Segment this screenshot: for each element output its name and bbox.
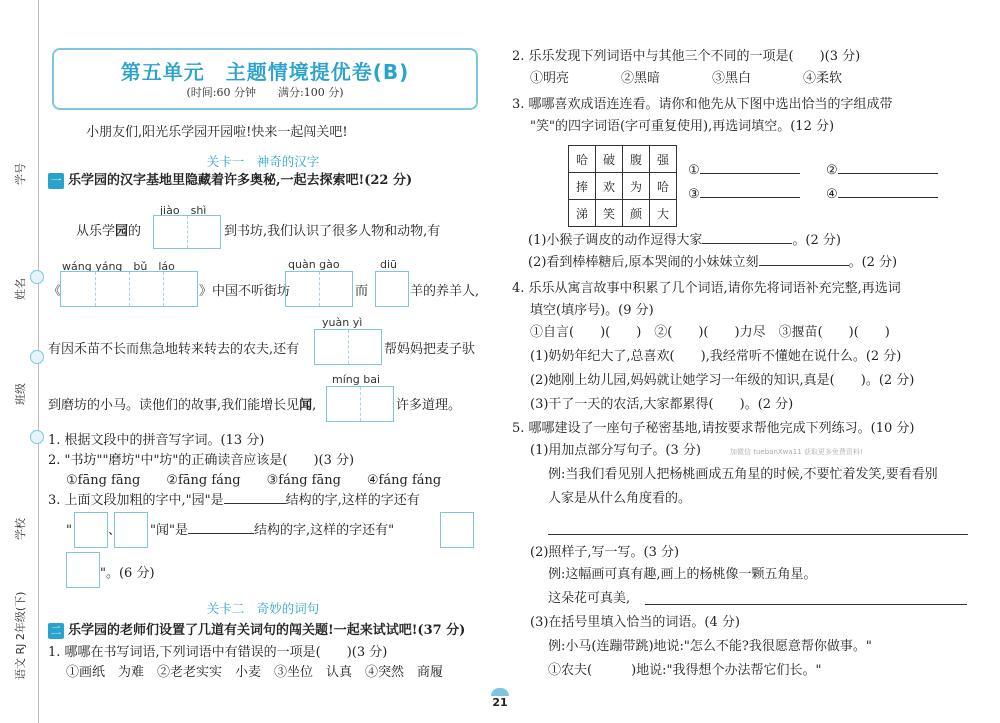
question-1-3-sep: 、	[108, 523, 122, 538]
question-2-2: 2. 乐乐发现下列词语中与其他三个不同的一项是( )(3 分)	[512, 49, 861, 64]
pinyin-mingbai: míng bai	[332, 373, 381, 386]
question-2-3-1: (1)小猴子调皮的动作逗得大家 。(2 分)	[528, 233, 841, 248]
pinyin-yuanyi: yuàn yì	[322, 316, 363, 329]
sun-icon	[491, 688, 509, 696]
question-2-4-1: (1)奶奶年纪大了,总喜欢( ),我经常听不懂她在说什么。(2 分)	[530, 349, 902, 364]
char-cell[interactable]: 涕	[569, 200, 596, 227]
section-one-text: 乐学园的汉字基地里隐藏着许多奥秘,一起去探索吧!(22 分)	[68, 173, 413, 188]
question-1-2: 2. "书坊""磨坊"中"坊"的正确读音应该是( )(3 分)	[48, 453, 355, 468]
section-two-header	[48, 622, 465, 640]
char-cell[interactable]: 欢	[596, 173, 623, 200]
question-2-1: 1. 哪哪在书写词语,下列词语中有错误的一项是( )(3 分)	[48, 645, 388, 660]
char-cell[interactable]: 腹	[623, 146, 650, 173]
section-two-text: 乐学园的老师们设置了几道有关词句的闯关题!一起来试试吧!(37 分)	[68, 623, 466, 638]
passage-line-3b: 帮妈妈把麦子驮	[384, 342, 476, 357]
question-1-3a: 3. 上面文段加粗的字中,"园"是 结构的字,这样的字还有	[48, 493, 420, 508]
question-2-4b: 填空(填序号)。(9 分)	[530, 303, 654, 318]
question-2-3-2: (2)看到棒棒糖后,原本哭闹的小妹妹立刻 。(2 分)	[528, 255, 898, 270]
pinyin-wangyangbulao: wáng yáng bǔ láo	[62, 260, 175, 273]
passage-line-1a: 从乐学园的	[76, 224, 142, 239]
level1-title: 关卡一 神奇的汉字	[206, 154, 320, 169]
question-2-5-example-b: 人家是从什么角度看的。	[548, 491, 692, 506]
intro-text: 小朋友们,阳光乐学园开园啦!快来一起闯关吧!	[86, 125, 348, 140]
section-number-badge: 一	[48, 173, 64, 189]
char-cell[interactable]: 捧	[569, 173, 596, 200]
question-2-5-2-example: 例:这幅画可真有趣,画上的杨桃像一颗五角星。	[548, 567, 817, 582]
question-2-3a: 3. 哪哪喜欢成语连连看。请你和他先从下图中选出恰当的字组成带	[512, 97, 893, 112]
char-cell[interactable]: 为	[623, 173, 650, 200]
answer-line[interactable]	[548, 534, 968, 535]
binding-hole	[30, 270, 44, 284]
question-2-3b: "笑"的四字词语(字可重复使用),再选词填空。(12 分)	[530, 119, 835, 134]
idiom-blank-4[interactable]: ④	[826, 186, 938, 204]
book-label: 语文 RJ 2年级(下)	[14, 591, 27, 680]
question-2-5-example-a: 例:当我们看见别人把杨桃画成五角星的时候,不要忙着发笑,要看看别	[548, 467, 938, 482]
idiom-blank-2[interactable]: ②	[826, 162, 938, 180]
question-2-5-3: (3)在括号里填入恰当的词语。(4 分)	[530, 615, 740, 630]
idiom-character-grid	[568, 145, 677, 227]
page-title: 第五单元 主题情境提优卷(B)	[120, 60, 410, 84]
question-2-1-options: ①画纸 为难 ②老老实实 小麦 ③坐位 认真 ④突然 商履	[66, 665, 444, 680]
level2-title: 关卡二 奇妙的词句	[206, 601, 320, 616]
pinyin-diu: diū	[380, 258, 398, 271]
question-2-4a: 4. 乐乐从寓言故事中积累了几个词语,请你先将词语补充完整,再选词	[512, 281, 901, 296]
writing-grid[interactable]	[326, 386, 394, 422]
name-label: 姓名	[14, 278, 27, 300]
writing-grid[interactable]	[153, 215, 221, 249]
section-one-header	[48, 172, 412, 190]
pinyin-jiaoshi: jiào shì	[160, 204, 207, 217]
passage-line-4a: 到磨坊的小马。读他们的故事,我们能增长见闻,	[48, 398, 317, 413]
writing-grid[interactable]	[60, 271, 198, 307]
writing-box[interactable]	[114, 512, 148, 548]
question-2-5-2-prompt: 这朵花可真美,	[548, 591, 631, 606]
question-2-4-3: (3)干了一天的农活,大家都累得( )。(2 分)	[530, 397, 794, 412]
question-2-5-3-example: 例:小马(连蹦带跳)地说:"怎么不能?我很愿意帮你做事。"	[548, 639, 872, 654]
section-number-badge: 二	[48, 623, 64, 639]
char-cell[interactable]: 破	[596, 146, 623, 173]
question-2-4c: ①自言( )( ) ②( )( )力尽 ③揠苗( )( )	[530, 325, 890, 340]
char-cell[interactable]: 颜	[623, 200, 650, 227]
binding-hole	[30, 430, 44, 444]
char-cell[interactable]: 笑	[596, 200, 623, 227]
question-2-5-3-a: ①农夫( )地说:"我得想个办法帮它们长。"	[548, 663, 822, 678]
passage-line-4b: 许多道理。	[396, 398, 462, 413]
idiom-blank-1[interactable]: ①	[688, 162, 800, 180]
student-id-label: 学号	[14, 163, 27, 185]
char-cell[interactable]: 哈	[650, 173, 677, 200]
page-number: 21	[486, 688, 514, 709]
question-1-3c: "闻"是 结构的字,这样的字还有"	[150, 523, 395, 538]
passage-line-2b: 》中国不听街坊	[199, 284, 291, 299]
question-2-5-1: (1)用加点部分写句子。(3 分)	[530, 443, 701, 458]
passage-line-2d: 羊的养羊人,	[410, 284, 480, 299]
idiom-blank-3[interactable]: ③	[688, 186, 800, 204]
writing-grid[interactable]	[285, 271, 353, 307]
question-2-2-options: ①明亮 ②黑暗 ③黑白 ④柔软	[530, 71, 843, 86]
question-2-4-2: (2)她刚上幼儿园,妈妈就让她学习一年级的知识,真是( )。(2 分)	[530, 373, 915, 388]
school-label: 学校	[14, 518, 27, 540]
question-2-5-2: (2)照样子,写一写。(3 分)	[530, 545, 680, 560]
question-2-5: 5. 哪哪建设了一座句子秘密基地,请按要求帮他完成下列练习。(10 分)	[512, 421, 915, 436]
class-label: 班级	[14, 383, 27, 405]
passage-line-1b: 到书坊,我们认识了很多人物和动物,有	[224, 224, 441, 239]
writing-box[interactable]	[74, 512, 108, 548]
passage-line-3a: 有因禾苗不长而焦急地转来转去的农夫,还有	[48, 342, 300, 357]
writing-box[interactable]	[375, 271, 409, 307]
char-cell[interactable]: 强	[650, 146, 677, 173]
answer-line[interactable]	[645, 604, 967, 605]
question-1-1: 1. 根据文段中的拼音写字词。(13 分)	[48, 433, 265, 448]
title-box	[52, 48, 478, 110]
char-cell[interactable]: 哈	[569, 146, 596, 173]
pinyin-quangao: quàn gào	[288, 258, 340, 271]
question-1-3-quote: "	[66, 523, 72, 538]
exam-time-score: (时间:60 分钟 满分:100 分)	[186, 86, 344, 99]
writing-grid[interactable]	[314, 329, 382, 365]
question-1-2-options: ①fāng fāng ②fāng fáng ③fáng fāng ④fáng fáng	[66, 473, 442, 488]
char-cell[interactable]: 大	[650, 200, 677, 227]
passage-line-2a: 《	[48, 284, 62, 299]
binding-hole	[30, 350, 44, 364]
writing-box[interactable]	[440, 512, 474, 548]
watermark: 加微信 tuebanXwa11 获取更多免费资料!	[730, 448, 863, 456]
passage-line-2c: 而	[355, 284, 369, 299]
writing-box[interactable]	[66, 552, 100, 588]
question-1-3e: "。(6 分)	[100, 566, 155, 581]
